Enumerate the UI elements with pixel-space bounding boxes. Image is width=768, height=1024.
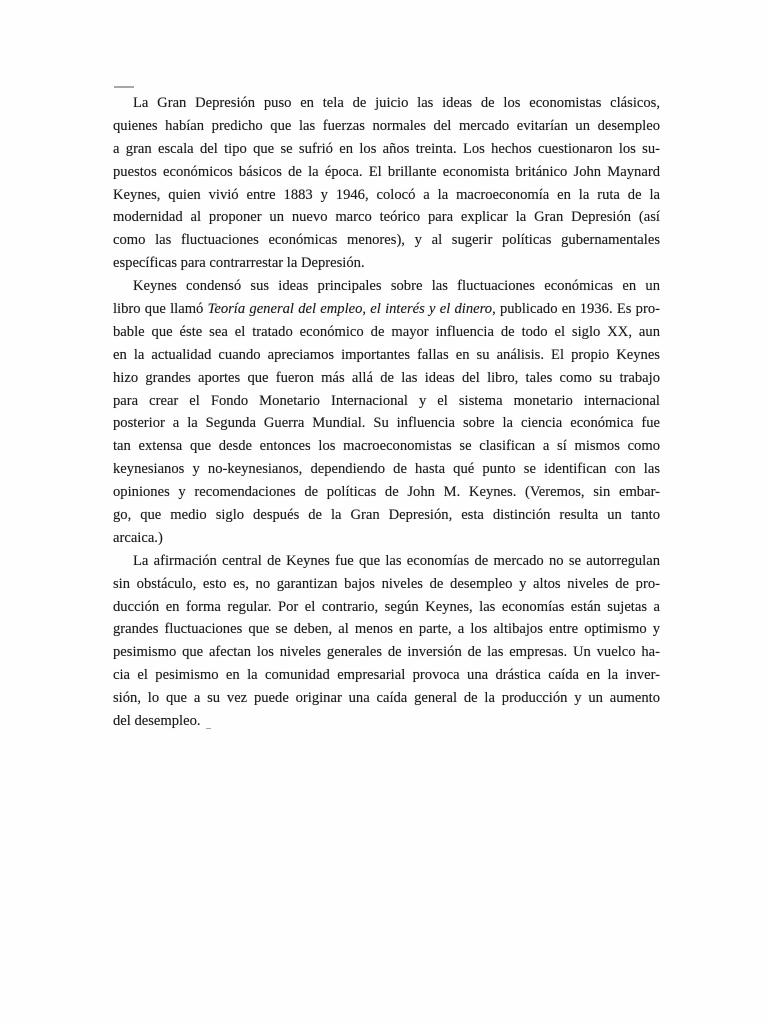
text-line: puestos económicos básicos de la época. El brillante economista británico John Maynard [113, 163, 660, 180]
text-line: del desempleo. [113, 713, 201, 730]
book-title: Teoría general del empleo, el interés y el dinero [207, 301, 493, 318]
text-line: posterior a la Segunda Guerra Mundial. Su influencia sobre la ciencia económica fue [113, 415, 660, 432]
text-line: en la actualidad cuando apreciamos importantes fallas en su análisis. El propio Keynes [113, 346, 660, 363]
text-line: pesimismo que afectan los niveles generales de inversión de las empresas. Un vuelco ha- [113, 644, 660, 661]
text-fragment: , publicado en 1936. Es pro- [492, 301, 660, 318]
text-line: grandes fluctuaciones que se deben, al menos en parte, a los altibajos entre optimismo y [113, 621, 660, 638]
text-line: opiniones y recomendaciones de políticas de John M. Keynes. (Veremos, sin embar- [113, 484, 660, 501]
text-line: modernidad al proponer un nuevo marco teórico para explicar la Gran Depresión (así [113, 209, 660, 226]
paragraph [113, 92, 660, 275]
text-line: a gran escala del tipo que se sufrió en los años treinta. Los hechos cuestionaron los su- [113, 140, 660, 157]
paragraph [113, 275, 660, 550]
text-line: sión, lo que a su vez puede originar una caída general de la producción y un aumento [113, 690, 660, 707]
paragraph [113, 550, 660, 733]
text-line: La afirmación central de Keynes fue que las economías de mercado no se autorregulan [133, 552, 660, 569]
text-line: Keynes, quien vivió entre 1883 y 1946, colocó a la macroeconomía en la ruta de la [113, 186, 660, 203]
scan-artifact [114, 86, 134, 88]
text-line: sin obstáculo, esto es, no garantizan bajos niveles de desempleo y altos niveles de pro- [113, 575, 660, 592]
text-line: tan extensa que desde entonces los macroeconomistas se clasifican a sí mismos como [113, 438, 660, 455]
text-line: cia el pesimismo en la comunidad empresarial provoca una drástica caída en la inver- [113, 667, 660, 684]
text-line: para crear el Fondo Monetario Internacional y el sistema monetario internacional [113, 392, 660, 409]
text-line: hizo grandes aportes que fueron más allá de las ideas del libro, tales como su trabajo [113, 369, 660, 386]
text-line: arcaica.) [113, 529, 163, 546]
text-line: La Gran Depresión puso en tela de juicio las ideas de los economistas clásicos, [133, 95, 660, 111]
body-text [113, 92, 660, 733]
scan-artifact [206, 728, 211, 729]
text-fragment: libro que llamó [113, 301, 208, 318]
text-line: ducción en forma regular. Por el contrario, según Keynes, las economías están sujetas a [113, 598, 660, 615]
text-line: bable que éste sea el tratado económico de mayor influencia de todo el siglo XX, aun [113, 323, 660, 340]
text-line: como las fluctuaciones económicas menores), y al sugerir políticas gubernamentales [113, 232, 660, 249]
text-line: keynesianos y no-keynesianos, dependiendo de hasta qué punto se identifican con las [113, 461, 660, 478]
text-line: Keynes condensó sus ideas principales sobre las fluctuaciones económicas en un [133, 278, 660, 295]
text-line: quienes habían predicho que las fuerzas normales del mercado evitarían un desempleo [113, 117, 660, 134]
text-line: go, que medio siglo después de la Gran Depresión, esta distinción resulta un tanto [113, 507, 660, 524]
text-line [113, 298, 660, 321]
text-line: específicas para contrarrestar la Depresión. [113, 255, 365, 272]
